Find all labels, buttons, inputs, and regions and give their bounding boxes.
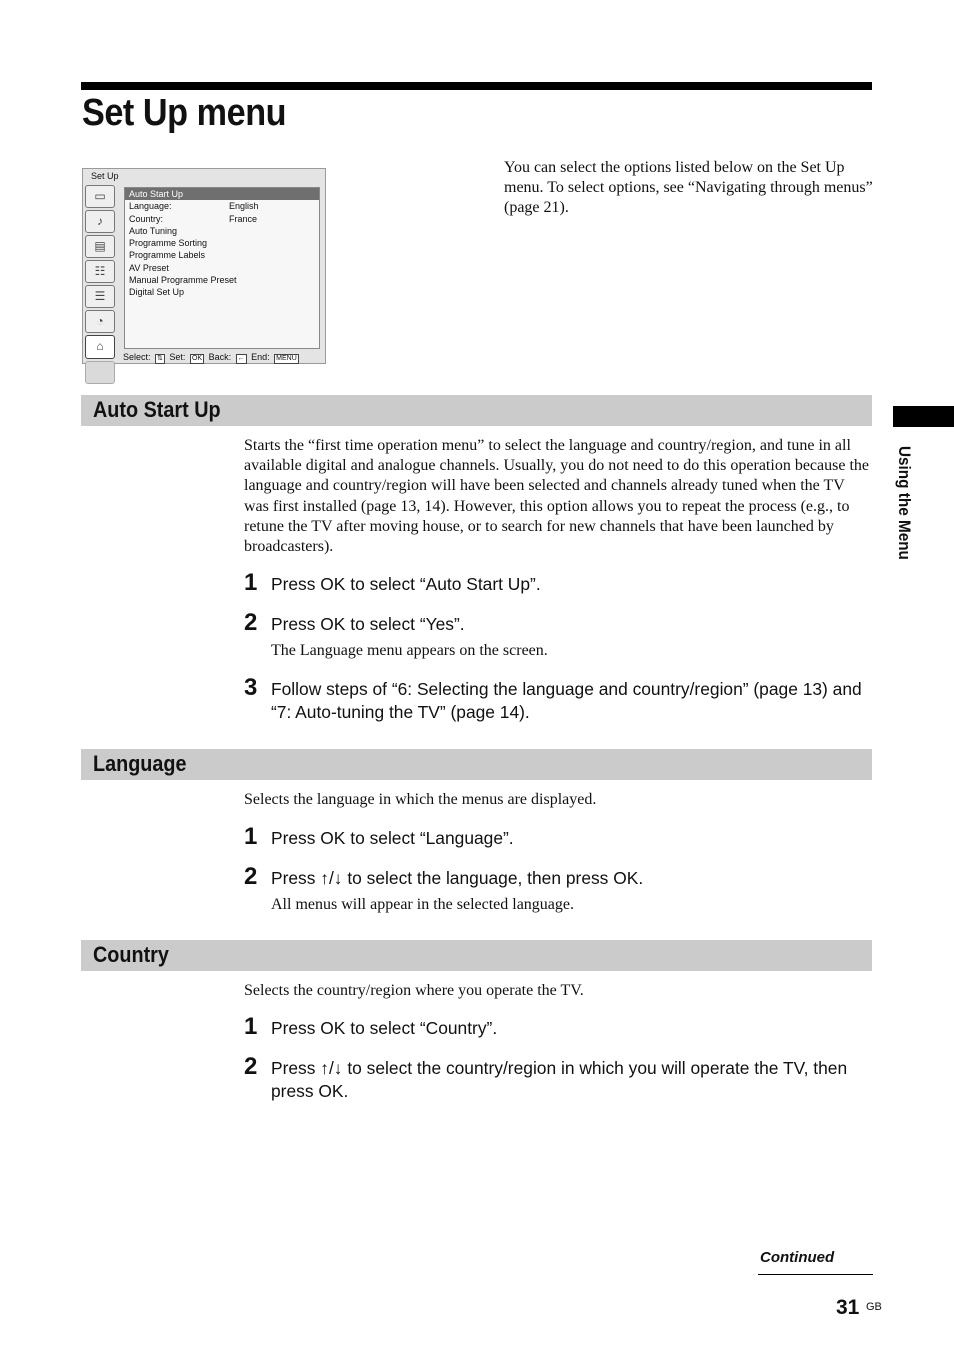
back-arrow-key-icon: ← [237,355,245,362]
menu-item-label: Auto Tuning [129,225,178,236]
menu-key-icon: MENU [276,355,297,362]
menu-item-label: Country: [129,213,164,224]
menu-item-label: Language: [129,201,172,212]
menu-item-programme-labels [125,249,319,261]
step-number: 1 [244,1013,258,1040]
menu-item-programme-sorting [125,237,319,249]
menu-item-label: Auto Start Up [129,189,184,199]
continued-label: Continued [760,1249,835,1266]
section-title: Auto Start Up [93,397,221,422]
footer-select-label: Select: [123,352,151,362]
country-description: Selects the country/region where you operate the TV. [244,982,584,999]
step-text: Press ↑/↓ to select the country/region in which you will operate the TV, then press OK. [271,1058,848,1101]
menu-item-auto-start-up [125,188,319,200]
menu-item-digital-set-up [125,286,319,298]
menu-item-language [125,200,319,212]
step-text: Press OK to select “Language”. [271,828,514,848]
step-number: 2 [244,1053,258,1080]
step-text: Press OK to select “Yes”. [271,614,465,634]
page-number: 31 [836,1296,860,1319]
step-text: Press OK to select “Country”. [271,1018,498,1038]
screen-icon: ▤ [85,235,115,258]
step-number: 2 [244,863,258,890]
language-description: Selects the language in which the menus are displayed. [244,791,597,808]
auto-start-up-description: Starts the “first time operation menu” to select the language and country/region, and tune in all available digital and analogue channels. Usually, you do not need to do this operation because the language and country/region will have been selected and channels already tuned when the TV was first installed (page 13, 14). However, this option allows you to repeat the process (e.g., to retune the TV after moving house, or to search for new channels that have been launched by broadcasters). [244,437,869,556]
step-number: 2 [244,609,258,636]
menu-screen-title: Set Up [91,171,119,181]
menu-icon-column [85,183,117,386]
top-rule [81,82,872,90]
intro-paragraph: You can select the options listed below on the Set Up menu. To select options, see “Navigating through menus” (page 21). [504,159,873,216]
step-text: Follow steps of “6: Selecting the language and country/region” (page 13) and “7: Auto-tuning the TV” (page 14). [271,679,862,722]
menu-item-value: English [229,201,259,212]
setup-toolbox-icon: ⌂ [85,335,115,359]
menu-item-auto-tuning [125,225,319,237]
menu-item-label: Programme Sorting [129,238,208,249]
footer-back-label: Back: [208,352,232,362]
footer-set-label: Set: [169,352,186,362]
section-title: Language [93,751,187,776]
menu-item-manual-programme-preset [125,274,319,286]
menu-item-label: Manual Programme Preset [129,275,237,286]
step-text: Press ↑/↓ to select the language, then press OK. [271,868,644,888]
ok-key-icon: OK [191,355,203,362]
menu-item-value: France [229,213,258,224]
step-note: The Language menu appears on the screen. [271,642,548,659]
menu-footer [123,352,301,364]
section-header-auto-start-up [81,395,872,426]
empty-icon-slot [85,361,115,384]
menu-item-list [124,187,320,349]
step-note: All menus will appear in the selected language. [271,896,575,913]
footer-end-label: End: [251,352,270,362]
section-header-country [81,940,872,971]
continued-rule [758,1274,873,1275]
setup-menu-screenshot [82,168,326,364]
step-text: Press OK to select “Auto Start Up”. [271,574,541,594]
up-down-keys-icon: ⇅ [157,355,163,362]
side-tab-marker [893,406,954,427]
section-title: Country [93,942,169,967]
page-title: Set Up menu [82,92,287,134]
section-header-language [81,749,872,780]
features-icon: ☷ [85,260,115,283]
menu-item-label: AV Preset [129,262,169,273]
side-tab-label: Using the Menu [895,446,914,560]
timer-icon: ◔ [85,310,115,333]
menu-item-label: Programme Labels [129,250,206,261]
picture-icon: ▭ [85,185,115,208]
pc-settings-icon: ☰ [85,285,115,308]
sound-icon: ♪ [85,210,115,233]
step-number: 1 [244,569,258,596]
step-number: 3 [244,674,258,701]
menu-item-country [125,213,319,225]
step-number: 1 [244,823,258,850]
page-number-suffix: GB [866,1301,882,1313]
menu-item-label: Digital Set Up [129,287,185,298]
menu-item-av-preset [125,262,319,274]
